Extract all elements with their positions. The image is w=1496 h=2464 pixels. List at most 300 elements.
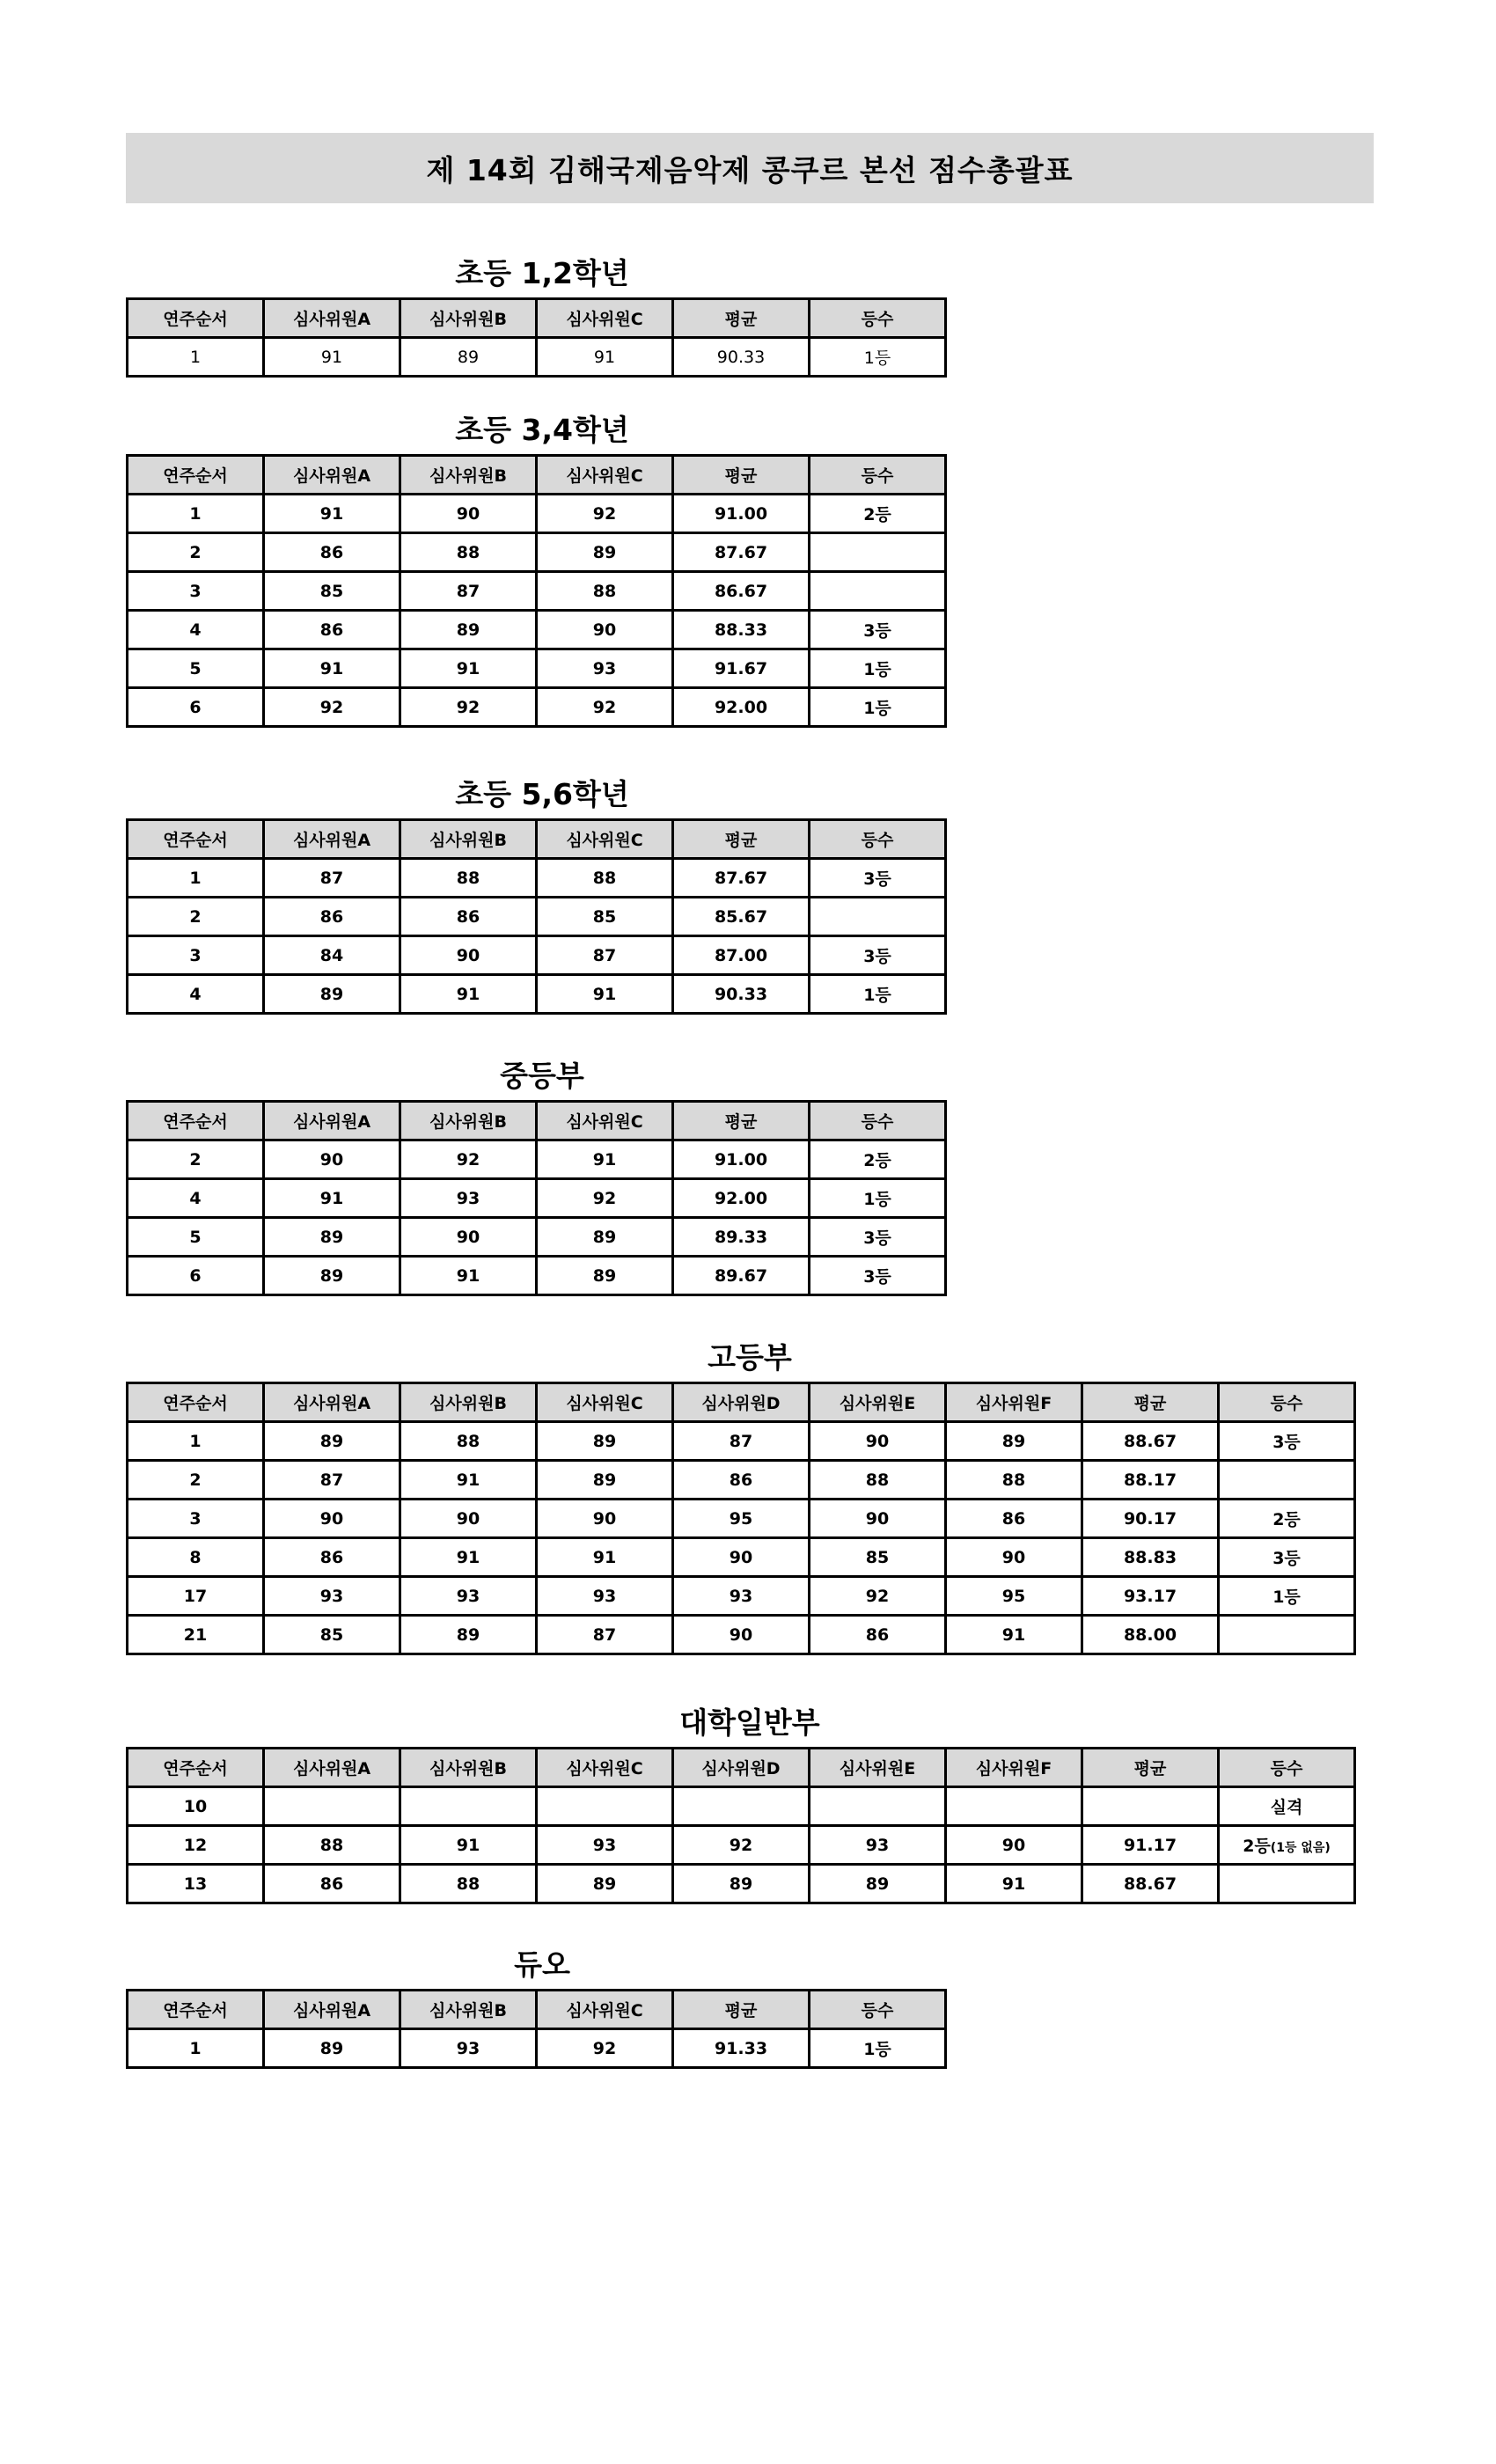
table-cell (264, 1787, 400, 1826)
column-header: 심사위원C (537, 1102, 673, 1140)
cell-value: 21 (183, 1624, 208, 1645)
page-title: 제 14회 김해국제음악제 콩쿠르 본선 점수총괄표 (126, 133, 1374, 203)
cell-value: 1등 (863, 348, 891, 368)
cell-value: 1등 (863, 2040, 891, 2059)
table-cell (537, 572, 673, 611)
table-cell (673, 611, 810, 649)
column-header: 등수 (810, 456, 946, 495)
table-cell (946, 1616, 1082, 1654)
cell-value: 2 (189, 1470, 202, 1490)
table-cell (537, 936, 673, 975)
table-cell (946, 1500, 1082, 1538)
table-row (128, 338, 946, 377)
column-header: 평균 (673, 820, 810, 859)
cell-value: 2 (189, 1149, 202, 1170)
cell-value: 3 (189, 1508, 202, 1529)
table-cell (810, 1616, 946, 1654)
table-cell (810, 1826, 946, 1865)
table-cell (264, 936, 400, 975)
cell-value: 91.17 (1123, 1835, 1177, 1855)
cell-value: 6 (189, 697, 202, 717)
cell-value: 88.33 (714, 620, 768, 640)
header-row (128, 820, 946, 859)
table-cell (264, 495, 400, 533)
table-cell (128, 898, 264, 936)
table-cell (128, 1257, 264, 1295)
cell-value: 92.00 (714, 1188, 768, 1208)
cell-value: 93 (456, 2038, 480, 2058)
cell-value: 85.67 (714, 906, 768, 927)
table-cell (673, 859, 810, 898)
column-header: 심사위원F (946, 1749, 1082, 1787)
cell-value: 89 (1001, 1431, 1026, 1451)
table-cell (537, 1140, 673, 1179)
cell-value: 93 (456, 1188, 480, 1208)
table-cell (400, 1179, 537, 1218)
cell-value: 91 (456, 1547, 480, 1567)
table-cell (810, 495, 946, 533)
cell-value: 90 (729, 1547, 753, 1567)
cell-value: 92 (592, 2038, 617, 2058)
rank-note: (1등 없음) (1270, 1841, 1331, 1855)
cell-value: 90 (456, 1508, 480, 1529)
cell-value: 89 (457, 347, 480, 367)
column-header: 심사위원D (673, 1383, 810, 1422)
table-row (128, 1538, 1355, 1577)
cell-value: 91.33 (714, 2038, 768, 2058)
cell-value: 93 (592, 1835, 617, 1855)
cell-value: 91 (319, 503, 344, 524)
table-cell (400, 688, 537, 727)
table-cell (673, 1422, 810, 1461)
table-cell (810, 1140, 946, 1179)
cell-value: 90 (592, 1508, 617, 1529)
column-header: 연주순서 (128, 820, 264, 859)
table-cell (264, 611, 400, 649)
table-cell (810, 338, 946, 377)
cell-value: 89 (319, 2038, 344, 2058)
score-table (126, 1382, 1356, 1655)
table-cell (264, 1577, 400, 1616)
table-cell (264, 2029, 400, 2068)
column-header: 등수 (810, 1991, 946, 2029)
cell-value: 86 (319, 906, 344, 927)
cell-value: 88 (592, 868, 617, 888)
table-cell (128, 1577, 264, 1616)
column-header: 심사위원C (537, 299, 673, 338)
section-title: 고등부 (708, 1339, 792, 1375)
table-cell (1219, 1461, 1355, 1500)
cell-value: 85 (592, 906, 617, 927)
table-cell (400, 1787, 537, 1826)
column-header: 심사위원C (537, 1749, 673, 1787)
table-cell (128, 1865, 264, 1903)
cell-value: 92 (865, 1586, 890, 1606)
table-cell (537, 688, 673, 727)
table-cell (537, 2029, 673, 2068)
cell-value: 90 (456, 945, 480, 965)
cell-value: 92 (592, 697, 617, 717)
table-row (128, 1577, 1355, 1616)
cell-value: 91 (592, 1547, 617, 1567)
column-header: 심사위원F (946, 1383, 1082, 1422)
table-row (128, 1461, 1355, 1500)
column-header: 심사위원C (537, 1991, 673, 2029)
table-cell (810, 611, 946, 649)
table-cell (537, 1865, 673, 1903)
table-cell (946, 1422, 1082, 1461)
cell-value: 91 (456, 984, 480, 1004)
column-header: 심사위원C (537, 820, 673, 859)
table-cell (1219, 1577, 1355, 1616)
table-row (128, 1422, 1355, 1461)
table-cell (400, 1218, 537, 1257)
header-row (128, 1102, 946, 1140)
table-cell (400, 898, 537, 936)
cell-value: 91 (456, 658, 480, 678)
table-row (128, 859, 946, 898)
table-cell (264, 1140, 400, 1179)
cell-value: 95 (1001, 1586, 1026, 1606)
cell-value: 85 (319, 581, 344, 601)
column-header: 연주순서 (128, 1383, 264, 1422)
cell-value: 88 (456, 542, 480, 562)
cell-value: 3등 (863, 1267, 891, 1287)
table-cell (264, 1826, 400, 1865)
table-cell (537, 1826, 673, 1865)
column-header: 심사위원B (400, 1383, 537, 1422)
cell-value: 3등 (863, 1228, 891, 1248)
cell-value: 4 (189, 1188, 202, 1208)
table-cell (264, 688, 400, 727)
cell-value: 2 (189, 542, 202, 562)
table-cell (264, 1500, 400, 1538)
table-cell (128, 688, 264, 727)
cell-value: 86 (1001, 1508, 1026, 1529)
table-cell (264, 1538, 400, 1577)
table-cell (537, 1218, 673, 1257)
table-cell (264, 898, 400, 936)
table-cell (264, 572, 400, 611)
table-cell (673, 1140, 810, 1179)
column-header: 평균 (673, 299, 810, 338)
table-cell (264, 975, 400, 1014)
table-cell (1082, 1422, 1219, 1461)
table-cell (810, 1461, 946, 1500)
cell-value: 91 (592, 1149, 617, 1170)
table-cell (537, 975, 673, 1014)
table-cell (1219, 1422, 1355, 1461)
cell-value: 93 (592, 658, 617, 678)
column-header: 심사위원A (264, 1749, 400, 1787)
table-cell (537, 495, 673, 533)
table-cell (1082, 1865, 1219, 1903)
table-cell (673, 936, 810, 975)
cell-value: 85 (319, 1624, 344, 1645)
cell-value: 88 (319, 1835, 344, 1855)
cell-value: 1등 (863, 1190, 891, 1209)
table-cell (400, 859, 537, 898)
table-cell (810, 1787, 946, 1826)
table-cell (810, 572, 946, 611)
table-cell (673, 1865, 810, 1903)
table-cell (537, 1422, 673, 1461)
table-cell (128, 1461, 264, 1500)
table-cell (810, 1257, 946, 1295)
table-cell (1082, 1826, 1219, 1865)
column-header: 심사위원A (264, 1102, 400, 1140)
cell-value: 90.33 (716, 347, 766, 367)
table-cell (400, 1461, 537, 1500)
score-table (126, 1747, 1356, 1904)
table-cell (400, 338, 537, 377)
cell-value: 90 (592, 620, 617, 640)
column-header: 평균 (673, 1102, 810, 1140)
table-cell (810, 859, 946, 898)
table-cell (264, 1422, 400, 1461)
table-cell (673, 572, 810, 611)
table-cell (673, 2029, 810, 2068)
table-row (128, 1865, 1355, 1903)
section-university-general (126, 1694, 1374, 1904)
table-cell (128, 572, 264, 611)
cell-value: 2등 (863, 1151, 891, 1170)
cell-value: 95 (729, 1508, 753, 1529)
cell-value: 88 (456, 868, 480, 888)
cell-value: 87 (319, 1470, 344, 1490)
cell-value: 86 (456, 906, 480, 927)
cell-value: 86 (729, 1470, 753, 1490)
cell-value: 89 (729, 1874, 753, 1894)
cell-value: 90 (865, 1431, 890, 1451)
cell-value: 3등 (863, 621, 891, 641)
header-row (128, 456, 946, 495)
section-elementary-1-2 (126, 245, 958, 378)
cell-value: 86 (319, 542, 344, 562)
column-header: 심사위원A (264, 456, 400, 495)
table-cell (128, 859, 264, 898)
column-header: 등수 (810, 820, 946, 859)
table-cell (810, 2029, 946, 2068)
column-header: 심사위원B (400, 1102, 537, 1140)
cell-value: 4 (189, 620, 202, 640)
table-cell (400, 1500, 537, 1538)
column-header: 평균 (673, 456, 810, 495)
cell-value: 93 (592, 1586, 617, 1606)
table-cell (264, 338, 400, 377)
table-cell (264, 1179, 400, 1218)
table-cell (810, 533, 946, 572)
table-cell (537, 1787, 673, 1826)
section-elementary-3-4 (126, 401, 958, 728)
table-cell (537, 1461, 673, 1500)
cell-value: 93 (729, 1586, 753, 1606)
table-cell (810, 649, 946, 688)
cell-value: 89 (592, 1470, 617, 1490)
cell-value: 84 (319, 945, 344, 965)
table-cell (400, 495, 537, 533)
table-cell (537, 859, 673, 898)
cell-value: 3등 (863, 869, 891, 889)
cell-value: 89 (592, 1227, 617, 1247)
table-cell (673, 1461, 810, 1500)
table-row (128, 1140, 946, 1179)
cell-value: 2등 (1272, 1510, 1301, 1529)
cell-value: 87 (592, 945, 617, 965)
table-cell (128, 533, 264, 572)
cell-value: 88 (592, 581, 617, 601)
column-header: 심사위원B (400, 1991, 537, 2029)
table-cell (673, 1218, 810, 1257)
table-cell (1219, 1538, 1355, 1577)
table-cell (946, 1865, 1082, 1903)
table-cell (264, 1257, 400, 1295)
table-cell (400, 1257, 537, 1295)
table-cell (673, 1577, 810, 1616)
column-header: 심사위원A (264, 1383, 400, 1422)
table-cell (400, 1538, 537, 1577)
section-middle-school (126, 1047, 958, 1296)
table-cell (673, 533, 810, 572)
table-cell (264, 1616, 400, 1654)
table-cell (1219, 1500, 1355, 1538)
cell-value: 87.00 (714, 945, 768, 965)
table-row (128, 572, 946, 611)
table-cell (537, 1179, 673, 1218)
cell-value: 89 (592, 1431, 617, 1451)
table-cell (810, 898, 946, 936)
cell-value: 89 (592, 1265, 617, 1286)
table-cell (128, 2029, 264, 2068)
table-row (128, 975, 946, 1014)
section-title: 초등 1,2학년 (455, 255, 629, 290)
cell-value: 90.17 (1123, 1508, 1177, 1529)
column-header: 심사위원D (673, 1749, 810, 1787)
column-header: 등수 (1219, 1749, 1355, 1787)
table-row (128, 936, 946, 975)
table-cell (128, 1787, 264, 1826)
table-cell (128, 1538, 264, 1577)
cell-value: 2등 (863, 505, 891, 524)
column-header: 심사위원B (400, 456, 537, 495)
column-header: 심사위원A (264, 299, 400, 338)
table-cell (264, 533, 400, 572)
table-cell (810, 1865, 946, 1903)
table-cell (128, 1140, 264, 1179)
cell-value: 92 (729, 1835, 753, 1855)
column-header: 연주순서 (128, 1749, 264, 1787)
table-row (128, 1257, 946, 1295)
table-cell (400, 1616, 537, 1654)
cell-value: 85 (865, 1547, 890, 1567)
cell-value: 89 (456, 1624, 480, 1645)
cell-value: 93.17 (1123, 1586, 1177, 1606)
table-cell (537, 1616, 673, 1654)
cell-value: 2등 (1243, 1837, 1271, 1856)
cell-value: 3 (189, 581, 202, 601)
cell-value: 89.33 (714, 1227, 768, 1247)
table-row (128, 1218, 946, 1257)
table-cell (128, 649, 264, 688)
cell-value: 5 (189, 1227, 202, 1247)
table-cell (1219, 1616, 1355, 1654)
cell-value: 87 (319, 868, 344, 888)
column-header: 등수 (810, 299, 946, 338)
cell-value: 1등 (1272, 1588, 1301, 1607)
section-duo (126, 1936, 958, 2069)
cell-value: 87.67 (714, 868, 768, 888)
table-cell (1219, 1787, 1355, 1826)
cell-value: 92 (456, 697, 480, 717)
table-cell (537, 649, 673, 688)
table-cell (400, 611, 537, 649)
cell-value: 91 (456, 1470, 480, 1490)
table-cell (537, 611, 673, 649)
section-elementary-5-6 (126, 766, 958, 1015)
cell-value: 91.67 (714, 658, 768, 678)
cell-value: 87.67 (714, 542, 768, 562)
table-cell (1082, 1577, 1219, 1616)
cell-value: 93 (456, 1586, 480, 1606)
cell-value: 86 (319, 1874, 344, 1894)
table-cell (128, 1616, 264, 1654)
table-cell (400, 1140, 537, 1179)
table-cell (264, 1461, 400, 1500)
table-cell (400, 2029, 537, 2068)
cell-value: 88.83 (1123, 1547, 1177, 1567)
column-header: 심사위원A (264, 820, 400, 859)
column-header: 심사위원C (537, 456, 673, 495)
table-cell (673, 495, 810, 533)
table-cell (400, 533, 537, 572)
table-cell (673, 1538, 810, 1577)
section-title: 초등 3,4학년 (455, 412, 629, 447)
cell-value: 91 (1001, 1624, 1026, 1645)
table-cell (128, 936, 264, 975)
cell-value: 13 (183, 1874, 208, 1894)
cell-value: 91.00 (714, 1149, 768, 1170)
cell-value: 90 (865, 1508, 890, 1529)
cell-value: 89 (319, 984, 344, 1004)
cell-value: 91 (320, 347, 343, 367)
cell-value: 1 (189, 1431, 202, 1451)
table-cell (537, 1538, 673, 1577)
table-cell (400, 1826, 537, 1865)
column-header: 연주순서 (128, 1102, 264, 1140)
cell-value: 87 (729, 1431, 753, 1451)
cell-value: 1 (189, 503, 202, 524)
table-cell (128, 495, 264, 533)
cell-value: 1 (189, 347, 202, 367)
table-cell (673, 649, 810, 688)
column-header: 평균 (673, 1991, 810, 2029)
cell-value: 4 (189, 984, 202, 1004)
cell-value: 91 (1001, 1874, 1026, 1894)
column-header: 심사위원A (264, 1991, 400, 2029)
table-cell (400, 1865, 537, 1903)
cell-value: 89 (456, 620, 480, 640)
table-cell (1219, 1826, 1355, 1865)
table-cell (400, 572, 537, 611)
table-cell (1082, 1538, 1219, 1577)
table-cell (128, 975, 264, 1014)
table-cell (264, 1865, 400, 1903)
cell-value: 92 (319, 697, 344, 717)
cell-value: 10 (183, 1796, 208, 1816)
table-row (128, 533, 946, 572)
table-row (128, 2029, 946, 2068)
table-cell (810, 688, 946, 727)
